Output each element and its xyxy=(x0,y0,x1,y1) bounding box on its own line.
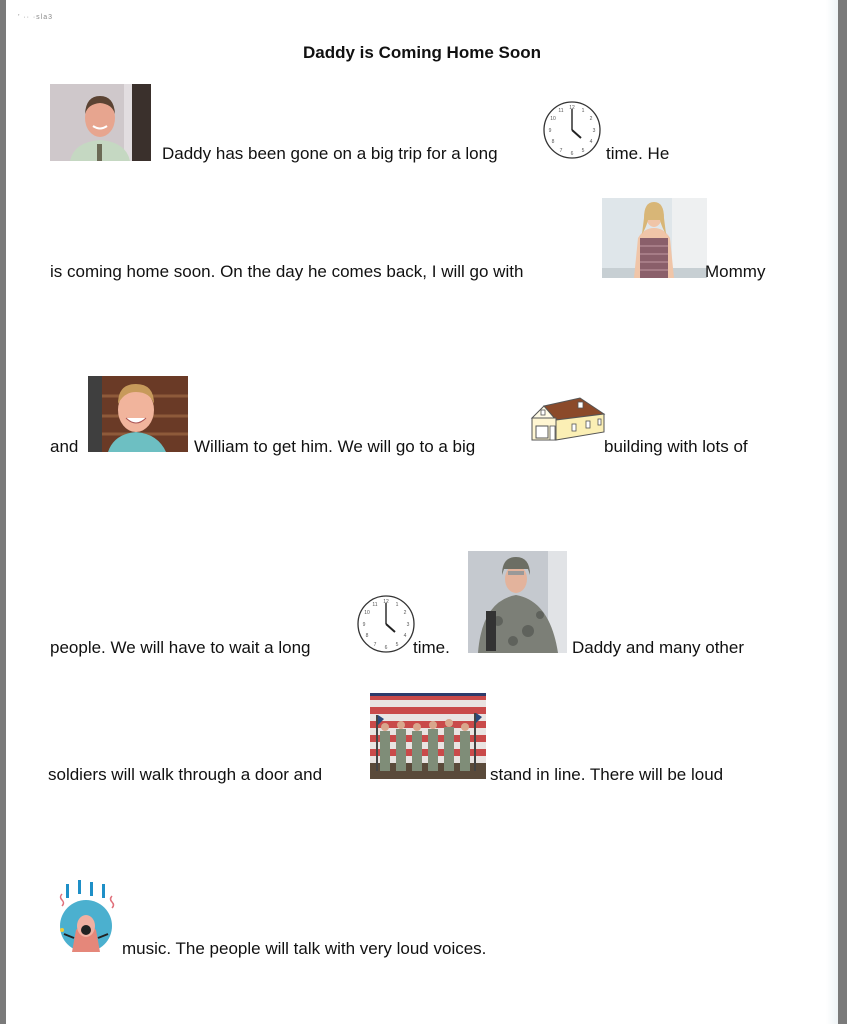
document-page xyxy=(6,0,838,1024)
svg-text:12: 12 xyxy=(383,599,389,605)
svg-text:5: 5 xyxy=(581,148,585,154)
page-edge-shade xyxy=(826,0,838,1024)
line-2-text-b: Mommy xyxy=(705,262,766,281)
soldiers-in-line-photo xyxy=(370,693,486,779)
svg-text:9: 9 xyxy=(548,128,552,134)
svg-text:2: 2 xyxy=(403,610,407,616)
loud-music-icon xyxy=(56,878,120,958)
svg-text:4: 4 xyxy=(589,139,593,145)
page-title: Daddy is Coming Home Soon xyxy=(302,43,542,62)
svg-text:10: 10 xyxy=(364,610,370,616)
william-photo xyxy=(88,376,188,452)
line-3-text-a: and xyxy=(50,437,79,456)
svg-text:8: 8 xyxy=(551,139,555,145)
line-1-text-b: time. He xyxy=(606,144,670,163)
svg-text:6: 6 xyxy=(570,151,574,157)
svg-text:4: 4 xyxy=(403,633,407,639)
svg-text:3: 3 xyxy=(406,622,410,628)
line-5-text-a: soldiers will walk through a door and xyxy=(48,765,323,784)
svg-text:11: 11 xyxy=(372,602,378,608)
line-3-text-b: William to get him. We will go to a big xyxy=(194,437,476,456)
svg-text:8: 8 xyxy=(365,633,369,639)
line-5-text-b: stand in line. There will be loud xyxy=(490,765,724,784)
building-icon xyxy=(528,396,606,448)
svg-text:5: 5 xyxy=(395,642,399,648)
svg-text:3: 3 xyxy=(592,128,596,134)
line-2-text-a: is coming home soon. On the day he comes back, I will go with xyxy=(50,262,524,281)
svg-text:1: 1 xyxy=(581,108,585,114)
line-3-text-c: building with lots of xyxy=(604,437,748,456)
clock-icon xyxy=(542,100,602,160)
daddy-photo xyxy=(50,84,151,161)
mommy-photo xyxy=(602,198,707,278)
svg-text:9: 9 xyxy=(362,622,366,628)
svg-text:7: 7 xyxy=(373,642,377,648)
svg-text:1: 1 xyxy=(395,602,399,608)
line-4-text-c: Daddy and many other xyxy=(572,638,744,657)
svg-text:10: 10 xyxy=(550,116,556,122)
line-1-text-a: Daddy has been gone on a big trip for a long xyxy=(162,144,498,163)
soldier-photo xyxy=(468,551,567,653)
scan-mark: ’ ·· ·sla3 xyxy=(18,14,54,21)
svg-text:7: 7 xyxy=(559,148,563,154)
svg-text:2: 2 xyxy=(589,116,593,122)
line-6-text: music. The people will talk with very loud voices. xyxy=(122,939,487,958)
svg-text:12: 12 xyxy=(569,105,575,111)
line-4-text-a: people. We will have to wait a long xyxy=(50,638,311,657)
svg-text:6: 6 xyxy=(384,645,388,651)
svg-text:11: 11 xyxy=(558,108,564,114)
line-4-text-b: time. xyxy=(413,638,450,657)
clock-icon xyxy=(356,594,416,654)
